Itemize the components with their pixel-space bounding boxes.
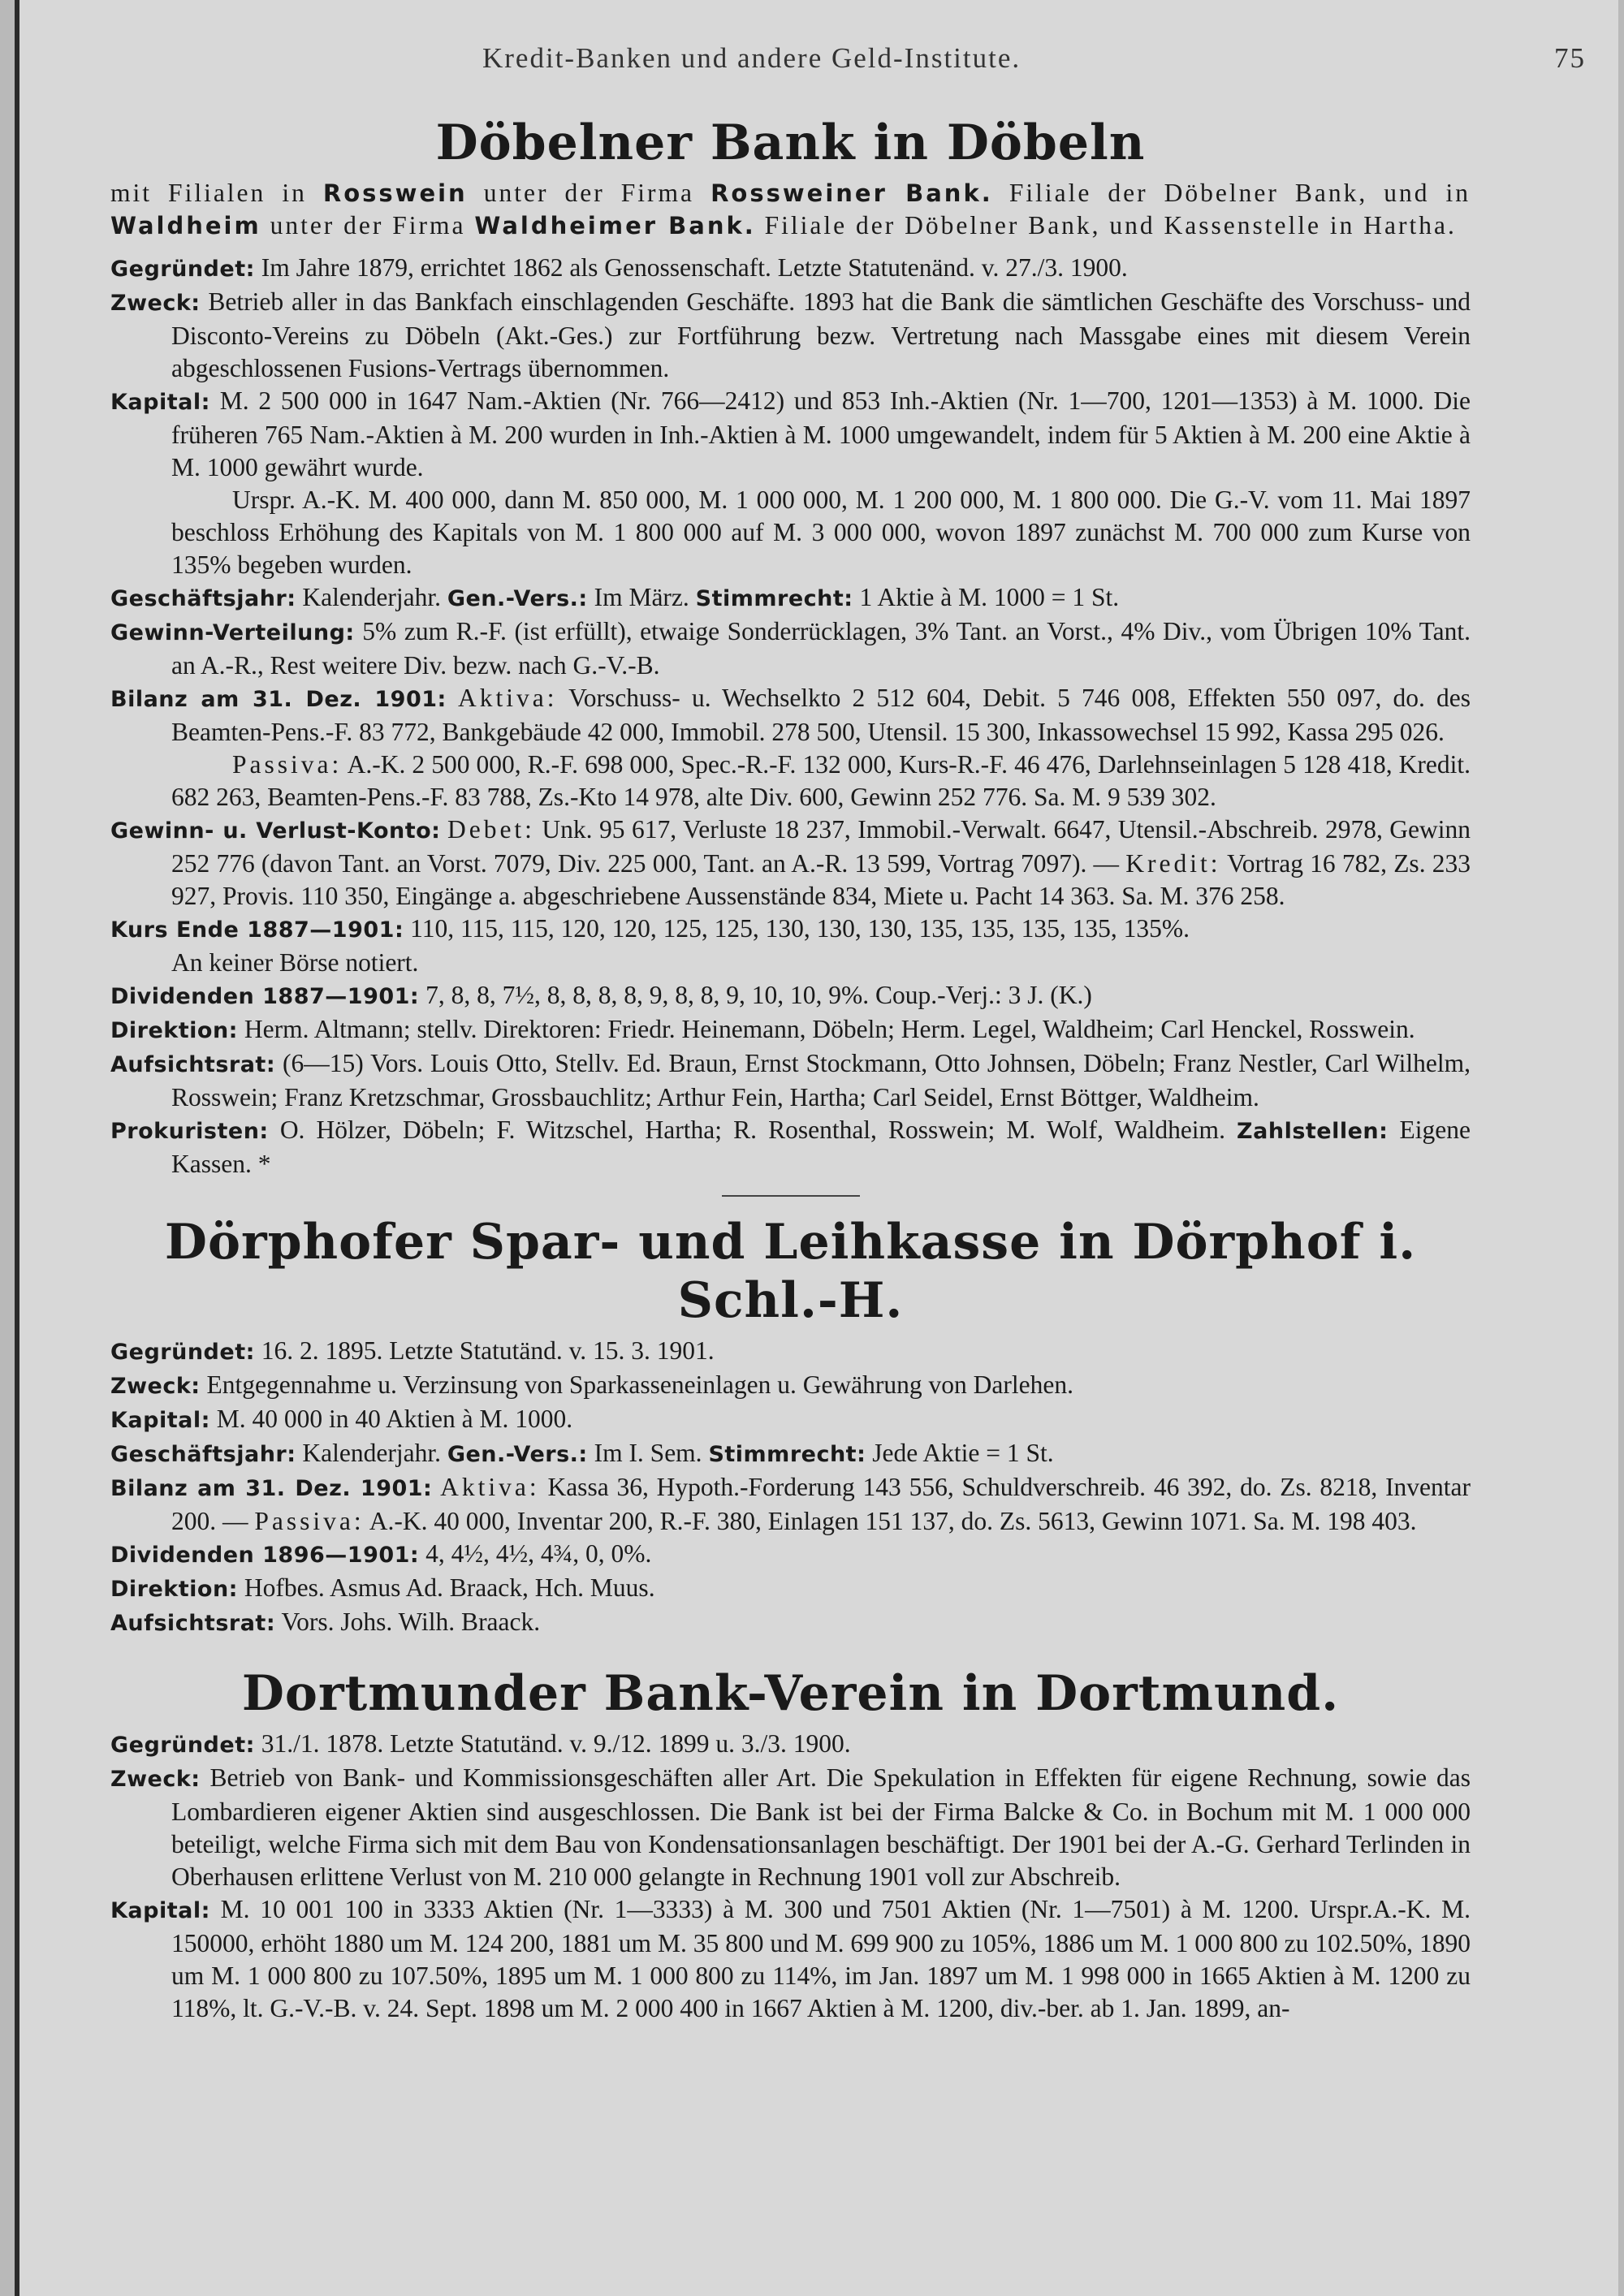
entry-kurs: Kurs Ende 1887—1901: 110, 115, 115, 120, 120, 125, 125, 130, 130, 130, 135, 135, 135, 135, 135%. An keiner Börse notiert. [110,914,1190,977]
entry-bilanz-passiva: Passiva: A.-K. 2 500 000, R.-F. 698 000, Spec.-R.-F. 132 000, Kurs-R.-F. 46 476, Darlehnseinlagen 5 128 418, Kredit. 682 263, Beamten-Pens.-F. 83 788, Zs.-Kto 14 978, alte Div. 600, Gewinn 252 776. Sa. M. 9 539 302. [171,750,1471,811]
entry-gewinn-verteilung: Gewinn-Verteilung: 5% zum R.-F. (ist erfüllt), etwaige Sonderrücklagen, 3% Tant. an Vorst., 4% Div., vom Übrigen 10% Tant. an A.-R., Rest weitere Div. bezw. nach G.-V.-B. [110,617,1471,680]
entry-zweck-2: Zweck: Entgegennahme u. Verzinsung von Sparkasseneinlagen u. Gewährung von Darlehen. [110,1370,1073,1399]
entry-prokuristen: Prokuristen: O. Hölzer, Döbeln; F. Witzschel, Hartha; R. Rosenthal, Rosswein; M. Wolf, Waldheim. Zahlstellen: Eigene Kassen. * [110,1116,1471,1178]
page-content [110,114,1471,2025]
section-divider [722,1195,860,1197]
page-number: 75 [1554,42,1586,74]
entry-direktion-2: Direktion: Hofbes. Asmus Ad. Braack, Hch. Muus. [110,1573,655,1602]
entry-kapital-cont: Urspr. A.-K. M. 400 000, dann M. 850 000, M. 1 000 000, M. 1 200 000, M. 1 800 000. Die G.-V. vom 11. Mai 1897 beschloss Erhöhung des Kapitals von M. 1 800 000 auf M. 3 000 000, wovon 1897 zunächst M. 700 000 zum Kurse von 135% begeben wurden. [171,486,1471,579]
entry-gegruendet-3: Gegründet: 31./1. 1878. Letzte Statutänd. v. 9./12. 1899 u. 3./3. 1900. [110,1729,851,1758]
entry-zweck-3: Zweck: Betrieb von Bank- und Kommissionsgeschäften aller Art. Die Spekulation in Effekten für eigene Rechnung, sowie das Lombardieren eigener Aktien sind ausgeschlossen. Die Bank ist bei der Firma Balcke & Co. in Bochum mit M. 1 000 000 beteiligt, welche Firma sich mit dem Bau von Kondensationsanlagen beschäftigt. Der 1901 bei der A.-G. Gerhard Terlinden in Oberhausen erlittene Verlust von M. 210 000 gelangte in Rechnung 1901 voll zur Abschreib. [110,1763,1471,1891]
entry-bilanz-2: Bilanz am 31. Dez. 1901: Aktiva: Kassa 36, Hypoth.-Forderung 143 556, Schuldverschreib. 46 392, do. Zs. 8218, Inventar 200. — Passiva: A.-K. 40 000, Inventar 200, R.-F. 380, Einlagen 151 137, do. Zs. 5613, Gewinn 1071. Sa. M. 198 403. [110,1473,1471,1535]
entry-gewinn-verlust: Gewinn- u. Verlust-Konto: Debet: Unk. 95 617, Verluste 18 237, Immobil.-Verwalt. 6647, Utensil.-Abschreib. 2978, Gewinn 252 776 (davon Tant. an Vorst. 7079, Div. 225 000, Tant. an A.-R. 13 599, Vortrag 7097). — Kredit: Vortrag 16 782, Zs. 233 927, Provis. 110 350, Eingänge a. abgeschriebene Aussenstände 834, Miete u. Pacht 14 363. Sa. M. 376 258. [110,815,1471,910]
entry-aufsichtsrat: Aufsichtsrat: (6—15) Vors. Louis Otto, Stellv. Ed. Braun, Ernst Stockmann, Otto Johnsen, Döbeln; Franz Nestler, Carl Wilhelm, Rosswein; Franz Kretzschmar, Grossbauchlitz; Arthur Fein, Hartha; Carl Seidel, Ernst Böttger, Waldheim. [110,1049,1471,1111]
entry-kapital: Kapital: M. 2 500 000 in 1647 Nam.-Aktien (Nr. 766—2412) und 853 Inh.-Aktien (Nr. 1—700, 1201—1353) à M. 1000. Die früheren 765 Nam.-Aktien à M. 200 wurden in Inh.-Aktien à M. 1000 umgewandelt, indem für 5 Aktien à M. 200 eine Aktie à M. 1000 gewährt wurde. [110,386,1471,481]
running-title: Kredit-Banken und andere Geld-Institute. [482,42,1021,74]
document-page [15,0,1618,2296]
entry-kapital-2: Kapital: M. 40 000 in 40 Aktien à M. 1000. [110,1405,573,1433]
entry-geschaeftsjahr-2: Geschäftsjahr: Kalenderjahr. Gen.-Vers.: Im I. Sem. Stimmrecht: Jede Aktie = 1 St. [110,1439,1054,1467]
entry-bilanz: Bilanz am 31. Dez. 1901: Aktiva: Vorschuss- u. Wechselkto 2 512 604, Debit. 5 746 008, Effekten 550 097, do. des Beamten-Pens.-F. 83 772, Bankgebäude 42 000, Immobil. 278 500, Utensil. 15 300, Inkassowechsel 15 992, Kassa 295 026. [110,684,1471,746]
entry-aufsichtsrat-2: Aufsichtsrat: Vors. Johs. Wilh. Braack. [110,1608,541,1636]
entry-gegruendet: Gegründet: Im Jahre 1879, errichtet 1862 als Genossenschaft. Letzte Statutenänd. v. 27./3. 1900. [110,253,1128,282]
entry-dividenden: Dividenden 1887—1901: 7, 8, 8, 7½, 8, 8, 8, 8, 9, 8, 8, 9, 10, 10, 9%. Coup.-Verj.: 3 J. (K.) [110,981,1092,1009]
entry-direktion: Direktion: Herm. Altmann; stellv. Direktoren: Friedr. Heinemann, Döbeln; Herm. Legel, Waldheim; Carl Henckel, Rosswein. [110,1015,1415,1043]
entry-dividenden-2: Dividenden 1896—1901: 4, 4½, 4½, 4¾, 0, 0%. [110,1539,652,1568]
entry-kapital-3: Kapital: M. 10 001 100 in 3333 Aktien (Nr. 1—3333) à M. 300 und 7501 Aktien (Nr. 1—7501) à M. 1200. Urspr.A.-K. M. 150000, erhöht 1880 um M. 124 200, 1881 um M. 35 800 und M. 699 900 zu 105%, 1886 um M. 1 000 800 zu 102.50%, 1890 um M. 1 000 800 zu 107.50%, 1895 um M. 1 000 800 zu 114%, im Jan. 1897 um M. 1 998 000 in 1665 Aktien à M. 1200 zu 118%, lt. G.-V.-B. v. 24. Sept. 1898 um M. 2 000 400 in 1667 Aktien à M. 1200, div.-ber. ab 1. Jan. 1899, an- [110,1895,1471,2022]
entry-geschaeftsjahr: Geschäftsjahr: Kalenderjahr. Gen.-Vers.: Im März. Stimmrecht: 1 Aktie à M. 1000 = 1 St. [110,583,1120,611]
section-title-dortmunder: Dortmunder Bank-Verein in Dortmund. [241,1665,1340,1722]
section-title-doebelner-bank: Döbelner Bank in Döbeln [435,114,1146,171]
intro-filialen: mit Filialen in Rosswein unter der Firma Rossweiner Bank. Filiale der Döbelner Bank, und in Waldheim unter der Firma Waldheimer Bank. Filiale der Döbelner Bank, und Kassenstelle in Hartha. [110,179,1471,240]
entry-gegruendet-2: Gegründet: 16. 2. 1895. Letzte Statutänd. v. 15. 3. 1901. [110,1336,715,1365]
entry-zweck: Zweck: Betrieb aller in das Bankfach einschlagenden Geschäfte. 1893 hat die Bank die sämtlichen Geschäfte des Vorschuss- und Disconto-Vereins zu Döbeln (Akt.-Ges.) zur Fortführung bezw. Vertretung nach Massgabe eines mit diesem Verein abgeschlossenen Fusions-Vertrags übernommen. [110,287,1471,382]
section-title-doerphofer: Dörphofer Spar- und Leihkasse in Dörphof i. Schl.-H. [164,1214,1417,1329]
